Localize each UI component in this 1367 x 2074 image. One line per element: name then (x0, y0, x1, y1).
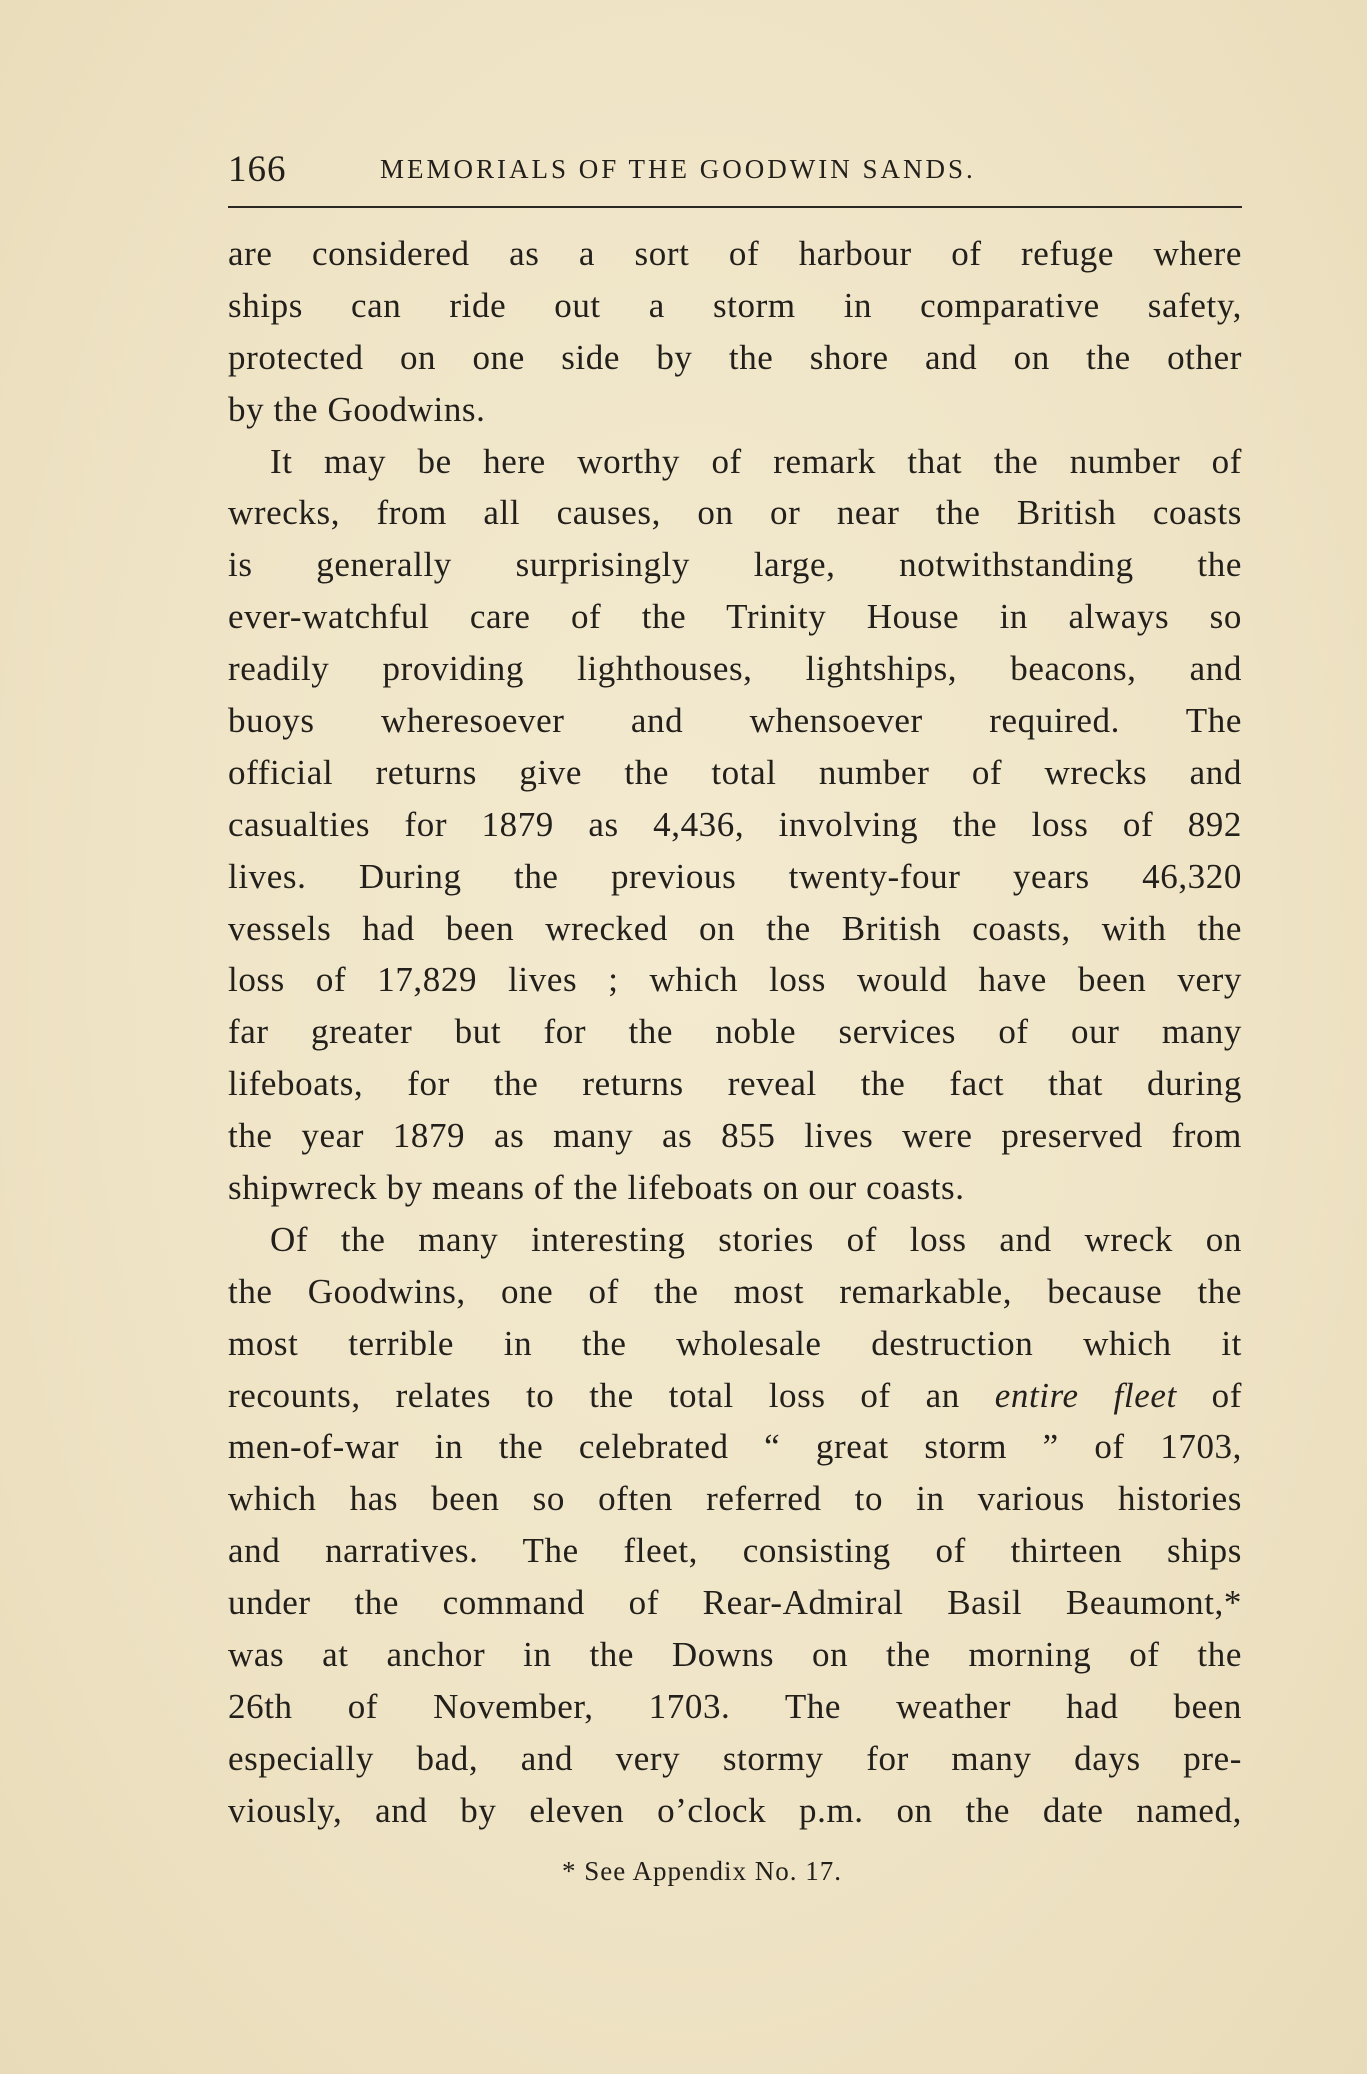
text-line: the Goodwins, one of the most remarkable, because the (228, 1271, 1242, 1311)
text-line: casualties for 1879 as 4,436, involving the loss of 892 (228, 804, 1242, 844)
footnote: * See Appendix No. 17. (562, 1856, 842, 1886)
text-line: are considered as a sort of harbour of refuge where (228, 234, 1242, 273)
italic-phrase: entire fleet (994, 1375, 1177, 1415)
text-line: It may be here worthy of remark that the number of (270, 441, 1242, 481)
text-line: men-of-war in the celebrated “ great storm ” of 1703, (228, 1427, 1242, 1467)
text-line: ever-watchful care of the Trinity House in always so (228, 597, 1242, 637)
text-line: 26th of November, 1703. The weather had been (228, 1686, 1242, 1726)
text-line: by the Goodwins. (228, 389, 486, 429)
page-number: 166 (228, 149, 287, 190)
running-head: MEMORIALS OF THE GOODWIN SANDS. (380, 154, 976, 184)
text-line: was at anchor in the Downs on the morning of the (228, 1635, 1242, 1675)
text-line: the year 1879 as many as 855 lives were preserved from (228, 1116, 1242, 1156)
page-header (228, 148, 1242, 194)
text-line: buoys wheresoever and whensoever required. The (228, 701, 1242, 741)
header-rule (228, 206, 1242, 208)
text-line: shipwreck by means of the lifeboats on our coasts. (228, 1168, 965, 1208)
text-line: under the command of Rear-Admiral Basil Beaumont,* (228, 1583, 1242, 1623)
text-line: most terrible in the wholesale destruction which it (228, 1323, 1242, 1363)
text-line: wrecks, from all causes, on or near the British coasts (228, 493, 1242, 533)
text-line: vessels had been wrecked on the British coasts, with the (228, 908, 1242, 948)
text-line: official returns give the total number of wrecks and (228, 752, 1242, 792)
text-line: ships can ride out a storm in comparative safety, (228, 285, 1242, 325)
text-line: and narratives. The fleet, consisting of thirteen ships (228, 1531, 1242, 1571)
text-line: lifeboats, for the returns reveal the fact that during (228, 1064, 1242, 1104)
body-text (228, 228, 1242, 1837)
text-line: loss of 17,829 lives ; which loss would have been very (228, 960, 1242, 1000)
text-segment: recounts, relates to the total loss of an (228, 1375, 960, 1415)
text-line: viously, and by eleven o’clock p.m. on the date named, (228, 1790, 1242, 1830)
text-line: Of the many interesting stories of loss and wreck on (270, 1219, 1242, 1259)
text-line: readily providing lighthouses, lightships, beacons, and (228, 649, 1242, 689)
text-line: which has been so often referred to in various histories (228, 1479, 1242, 1519)
text-segment: of (1211, 1375, 1243, 1415)
text-line: is generally surprisingly large, notwithstanding the (228, 545, 1242, 585)
text-line: far greater but for the noble services of our many (228, 1012, 1242, 1052)
text-line: especially bad, and very stormy for many days pre- (228, 1738, 1242, 1778)
text-line: lives. During the previous twenty-four years 46,320 (228, 856, 1242, 896)
text-line-mixed (228, 1370, 1242, 1422)
text-line: protected on one side by the shore and on the other (228, 337, 1242, 377)
